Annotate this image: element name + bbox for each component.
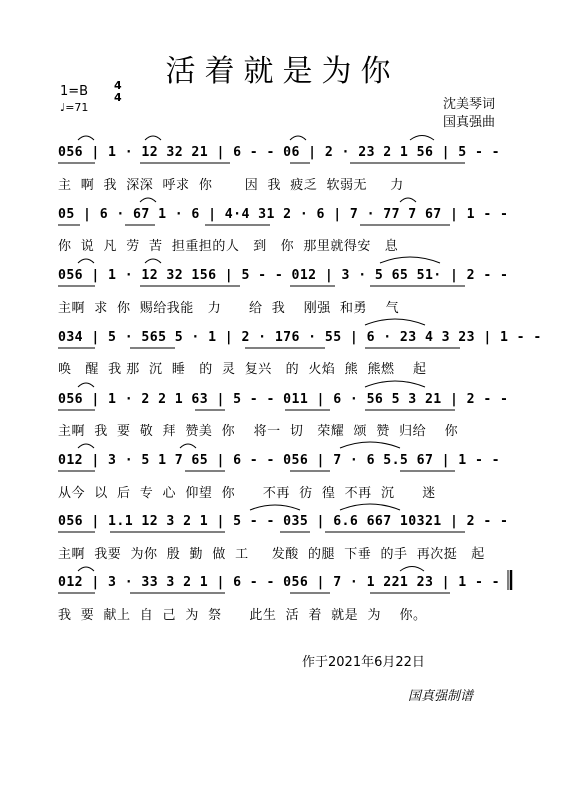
tempo-mark: ♩=71	[60, 101, 89, 114]
lyric-line-1: 主 啊 我 深深 呼求 你 因 我 疲乏 软弱无 力	[58, 178, 404, 193]
lyric-line-2: 你 说 凡 劳 苦 担重担的人 到 你 那里就得安 息	[58, 239, 399, 254]
lyricist-credit: 沈美琴词	[443, 97, 496, 112]
notation-line-3: 056 | 1 · 12 32 156 | 5 - - 012 | 3 · 5 65 51· | 2 - -	[58, 268, 509, 283]
notation-line-7: 056 | 1.1 12 3 2 1 | 5 - - 035 | 6.6 667 10321 | 2 - -	[58, 514, 509, 529]
key-signature: 1=B	[60, 84, 89, 99]
composer-credit: 国真强曲	[443, 115, 496, 130]
score-maker-credit: 国真强制谱	[408, 689, 474, 704]
notation-line-5: 056 | 1 · 2 2 1 63 | 5 - - 011 | 6 · 56 5 3 21 | 2 - -	[58, 392, 509, 407]
notation-line-8: 012 | 3 · 33 3 2 1 | 6 - - 056 | 7 · 1 221 23 | 1 - -	[58, 575, 500, 590]
composition-date: 作于2021年6月22日	[302, 655, 425, 670]
notation-line-4: 034 | 5 · 565 5 · 1 | 2 · 176 · 55 | 6 · 23 4 3 23 | 1 - -	[58, 330, 542, 345]
lyric-line-7: 主啊 我要 为你 殷 勤 做 工 发酸 的腿 下垂 的手 再次挺 起	[58, 547, 485, 562]
time-signature	[114, 80, 122, 104]
time-signature-top: 4	[114, 79, 122, 92]
lyric-line-4: 唤 醒 我 那 沉 睡 的 灵 复兴 的 火焰 熊 熊燃 起	[58, 362, 427, 377]
lyric-line-5: 主啊 我 要 敬 拜 赞美 你 将一 切 荣耀 颂 赞 归给 你	[58, 424, 459, 439]
song-title: 活着就是为你	[165, 54, 400, 89]
lyric-line-8: 我 要 献上 自 己 为 祭 此生 活 着 就是 为 你。	[58, 608, 427, 623]
notation-line-6: 012 | 3 · 5 1 7 65 | 6 - - 056 | 7 · 6 5.5 67 | 1 - -	[58, 453, 500, 468]
lyric-line-3: 主啊 求 你 赐给我能 力 给 我 刚强 和勇 气	[58, 301, 400, 316]
notation-line-1: 056 | 1 · 12 32 21 | 6 - - 06 | 2 · 23 2 1 56 | 5 - -	[58, 145, 500, 160]
time-signature-bottom: 4	[114, 91, 122, 104]
lyric-line-6: 从今 以 后 专 心 仰望 你 不再 彷 徨 不再 沉 迷	[58, 486, 436, 501]
notation-line-2: 05 | 6 · 67 1 · 6 | 4·4 31 2 · 6 | 7 · 77 7 67 | 1 - -	[58, 207, 509, 222]
